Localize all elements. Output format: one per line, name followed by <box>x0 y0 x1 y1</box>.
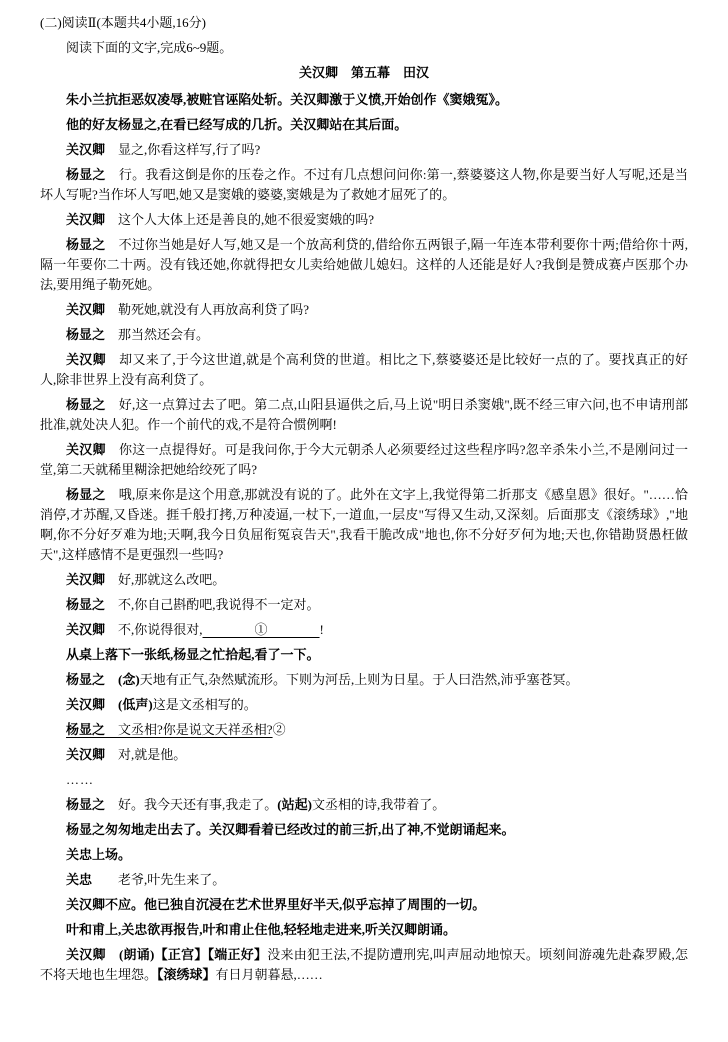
speaker-name: 杨显之 <box>66 397 106 412</box>
reading-instruction <box>40 38 688 58</box>
dialogue-text: 好,这一点算过去了吧。第二点,山阳县逼供之后,马上说"明日杀窦娥",既不经三审六问,也不申请刑部批准,就处决人犯。作一个前代的戏,不是符合惯例啊! <box>40 397 688 432</box>
dialogue-line <box>40 165 688 205</box>
dialogue-text: 天地有正气,杂然赋流形。下则为河岳,上则为日星。于人曰浩然,沛乎塞苍冥。 <box>139 672 579 687</box>
stage-direction <box>40 90 688 110</box>
dialogue-line <box>40 440 688 480</box>
stage-direction-text: 杨显之匆匆地走出去了。关汉卿看着已经改过的前三折,出了神,不觉朗诵起来。 <box>66 822 515 837</box>
instruction-text: 阅读下面的文字,完成6~9题。 <box>66 40 233 55</box>
speaker-name: 关汉卿 <box>66 747 106 762</box>
dialogue-text: ! <box>319 622 324 637</box>
dialogue-text: 这个人大体上还是善良的,她不很爱窦娥的吗? <box>105 212 375 227</box>
dialogue-line <box>40 140 688 160</box>
speaker-name: 杨显之 <box>66 487 106 502</box>
dialogue-line <box>40 670 688 690</box>
section-heading-text: (二)阅读Ⅱ(本题共4小题,16分) <box>40 15 206 30</box>
answer-blank-1: ① <box>202 622 320 637</box>
dialogue-line <box>40 300 688 320</box>
speaker-name: 杨显之 <box>66 797 106 812</box>
dialogue-line <box>40 695 688 715</box>
dialogue-text: 行。我看这倒是你的压卷之作。不过有几点想问问你:第一,蔡婆婆这人物,你是要当好人写呢,还是当坏人写呢?当作坏人写吧,她又是窦娥的婆婆,窦娥是为了救她才屈死了的。 <box>40 167 688 202</box>
stage-direction <box>40 115 688 135</box>
speaker-name: 关汉卿 <box>66 142 106 157</box>
dialogue-text: 文丞相?你是说文天祥丞相? <box>105 722 273 737</box>
section-heading <box>40 13 688 33</box>
speaker-name: 关汉卿 <box>66 352 106 367</box>
dialogue-line <box>40 620 688 640</box>
dialogue-text: 没来由犯王法,不提防遭刑宪,叫声屈动地惊天。顷刻间游魂先赴森罗殿,怎不将天地也生埋怨。 <box>40 947 688 982</box>
document-body <box>40 13 688 985</box>
dialogue-text: 你这一点提得好。可是我问你,于今大元朝杀人必须要经过这些程序吗?忽辛杀朱小兰,不是刚问过一堂,第二天就稀里糊涂把她给绞死了吗? <box>40 442 688 477</box>
dialogue-text: 哦,原来你是这个用意,那就没有说的了。此外在文字上,我觉得第二折那支《感皇恩》很好。"……恰消停,才苏醒,又昏迷。捱千般打拷,万种凌逼,一杖下,一道血,一层皮"写得又生动,又深刻。后面那支《滚绣球》,"地啊,你不分好歹难为地;天啊,我今日负屈衔冤哀告天",我看干脆改成"地也,你不分好歹何为地;天也,你错勘贤愚枉做天",这样感情不是更强烈一些吗? <box>40 487 688 562</box>
dialogue-text: 不,你自己斟酌吧,我说得不一定对。 <box>105 597 320 612</box>
ellipsis-text: …… <box>66 772 94 787</box>
dialogue-text: 显之,你看这样写,行了吗? <box>105 142 261 157</box>
stage-direction-text: 叶和甫上,关忠欲再报告,叶和甫止住他,轻轻地走进来,听关汉卿朗诵。 <box>66 922 457 937</box>
dialogue-line <box>40 570 688 590</box>
speaker-name: 关汉卿 <box>66 572 106 587</box>
dialogue-line-underlined <box>40 720 688 740</box>
speaker-name: 杨显之 <box>66 327 106 342</box>
play-title <box>40 63 688 83</box>
dialogue-text: 对,就是他。 <box>105 747 187 762</box>
dialogue-text: 文丞相的诗,我带着了。 <box>311 797 446 812</box>
dialogue-line <box>40 350 688 390</box>
dialogue-text: 好,那就这么改吧。 <box>105 572 226 587</box>
dialogue-text: 那当然还会有。 <box>105 327 210 342</box>
speaker-name: 杨显之 <box>66 237 106 252</box>
speaker-name: 关汉卿 <box>66 947 106 962</box>
aria-title: 【正宫】【端正好】 <box>154 947 268 962</box>
stage-cue: (低声) <box>105 697 153 712</box>
speaker-name: 关汉卿 <box>66 212 106 227</box>
ellipsis-line <box>40 770 688 790</box>
dialogue-text: 这是文丞相写的。 <box>152 697 257 712</box>
stage-direction-text: 他的好友杨显之,在看已经写成的几折。关汉卿站在其后面。 <box>66 117 408 132</box>
dialogue-line <box>40 595 688 615</box>
stage-cue: (站起) <box>277 797 312 812</box>
speaker-name: 关忠 <box>66 872 93 887</box>
dialogue-text: 却又来了,于今这世道,就是个高利贷的世道。相比之下,蔡婆婆还是比较好一点的了。要找真正的好人,除非世界上没有高利贷了。 <box>40 352 688 387</box>
dialogue-text: 勒死她,就没有人再放高利贷了吗? <box>105 302 310 317</box>
dialogue-text: 老爷,叶先生来了。 <box>92 872 226 887</box>
speaker-name: 杨显之 <box>66 597 106 612</box>
speaker-name: 杨显之 <box>66 722 106 737</box>
aria-title: 【滚绣球】 <box>157 967 216 982</box>
stage-direction <box>40 895 688 915</box>
stage-cue: (朗诵) <box>105 947 155 962</box>
dialogue-line <box>40 795 688 815</box>
stage-direction-text: 朱小兰抗拒恶奴凌辱,被赃官诬陷处斩。关汉卿激于义愤,开始创作《窦娥冤》。 <box>66 92 509 107</box>
dialogue-text: 好。我今天还有事,我走了。 <box>105 797 278 812</box>
speaker-name: 杨显之 <box>66 167 106 182</box>
stage-direction-text: 关忠上场。 <box>66 847 132 862</box>
speaker-name: 关汉卿 <box>66 302 106 317</box>
stage-direction-text: 从桌上落下一张纸,杨显之忙拾起,看了一下。 <box>66 647 320 662</box>
stage-direction <box>40 820 688 840</box>
annotation-marker-2: ② <box>272 722 286 737</box>
dialogue-line <box>40 870 688 890</box>
stage-cue: (念) <box>105 672 140 687</box>
dialogue-text: 不过你当她是好人写,她又是一个放高利贷的,借给你五两银子,隔一年连本带利要你十两;借给你十两,隔一年要你二十两。没有钱还她,你就得把女儿卖给她做儿媳妇。这样的人还能是好人?我倒是赞成赛卢医那个办法,要用绳子勒死她。 <box>40 237 688 292</box>
dialogue-line <box>40 235 688 295</box>
stage-direction <box>40 845 688 865</box>
dialogue-line <box>40 945 688 985</box>
stage-direction <box>40 920 688 940</box>
dialogue-line <box>40 745 688 765</box>
dialogue-text: 有日月朝暮悬,…… <box>215 967 323 982</box>
dialogue-line <box>40 210 688 230</box>
stage-direction-text: 关汉卿不应。他已独自沉浸在艺术世界里好半天,似乎忘掉了周围的一切。 <box>66 897 486 912</box>
speaker-name: 关汉卿 <box>66 442 106 457</box>
speaker-name: 关汉卿 <box>66 697 106 712</box>
speaker-name: 关汉卿 <box>66 622 106 637</box>
dialogue-text: 不,你说得很对, <box>105 622 203 637</box>
dialogue-line <box>40 395 688 435</box>
play-title-text: 关汉卿 第五幕 田汉 <box>298 65 429 80</box>
dialogue-line <box>40 485 688 565</box>
stage-direction <box>40 645 688 665</box>
dialogue-line <box>40 325 688 345</box>
speaker-name: 杨显之 <box>66 672 106 687</box>
